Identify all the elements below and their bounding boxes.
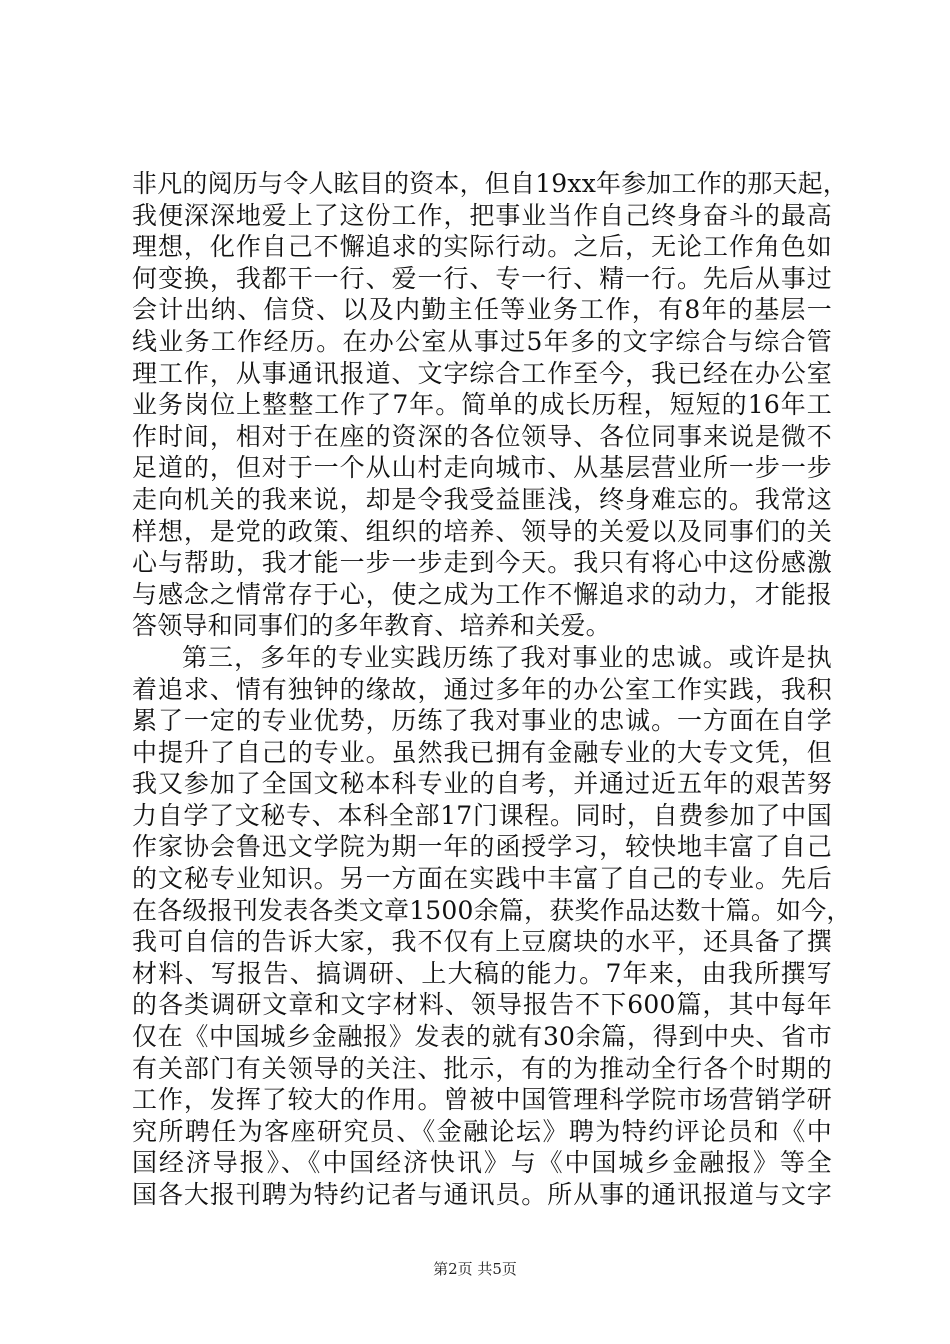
text-line: 会计出纳、信贷、以及内勤主任等业务工作，有8年的基层一 xyxy=(132,295,832,325)
text-line: 与感念之情常存于心，使之成为工作不懈追求的动力，才能报 xyxy=(132,579,832,609)
text-line: 足道的，但对于一个从山村走向城市、从基层营业所一步一步 xyxy=(132,453,832,483)
text-line: 的各类调研文章和文字材料、领导报告不下600篇，其中每年 xyxy=(132,990,832,1020)
text-line: 理工作，从事通讯报道、文字综合工作至今，我已经在办公室 xyxy=(132,358,832,388)
paragraph-start-line: 第三，多年的专业实践历练了我对事业的忠诚。或许是执 xyxy=(182,642,832,672)
text-line: 力自学了文秘专、本科全部17门课程。同时，自费参加了中国 xyxy=(132,800,832,830)
text-line: 样想，是党的政策、组织的培养、领导的关爱以及同事们的关 xyxy=(132,516,832,546)
document-body xyxy=(132,168,852,1211)
text-line: 材料、写报告、搞调研、上大稿的能力。7年来，由我所撰写 xyxy=(132,958,832,988)
text-line: 着追求、情有独钟的缘故，通过多年的办公室工作实践，我积 xyxy=(132,674,832,704)
text-line: 我便深深地爱上了这份工作，把事业当作自己终身奋斗的最高 xyxy=(132,200,832,230)
text-line: 作时间，相对于在座的资深的各位领导、各位同事来说是微不 xyxy=(132,421,832,451)
text-line: 的文秘专业知识。另一方面在实践中丰富了自己的专业。先后 xyxy=(132,864,832,894)
text-line: 仅在《中国城乡金融报》发表的就有30余篇，得到中央、省市 xyxy=(132,1022,832,1052)
text-line: 国各大报刊聘为特约记者与通讯员。所从事的通讯报道与文字 xyxy=(132,1180,832,1209)
text-line: 中提升了自己的专业。虽然我已拥有金融专业的大专文凭，但 xyxy=(132,737,832,767)
text-line: 工作，发挥了较大的作用。曾被中国管理科学院市场营销学研 xyxy=(132,1085,832,1115)
text-line: 有关部门有关领导的关注、批示，有的为推动全行各个时期的 xyxy=(132,1053,832,1083)
text-line: 我可自信的告诉大家，我不仅有上豆腐块的水平，还具备了撰 xyxy=(132,927,832,957)
text-line: 心与帮助，我才能一步一步走到今天。我只有将心中这份感激 xyxy=(132,548,832,578)
text-line: 理想，化作自己不懈追求的实际行动。之后，无论工作角色如 xyxy=(132,232,832,262)
text-line: 业务岗位上整整工作了7年。简单的成长历程，短短的16年工 xyxy=(132,390,832,420)
text-line: 作家协会鲁迅文学院为期一年的函授学习，较快地丰富了自己 xyxy=(132,832,832,862)
text-line: 线业务工作经历。在办公室从事过5年多的文字综合与综合管 xyxy=(132,326,832,356)
text-line: 我又参加了全国文秘本科专业的自考，并通过近五年的艰苦努 xyxy=(132,769,832,799)
text-line: 究所聘任为客座研究员、《金融论坛》聘为特约评论员和《中 xyxy=(132,1116,832,1146)
text-line: 国经济导报》、《中国经济快讯》与《中国城乡金融报》等全 xyxy=(132,1148,832,1178)
text-line: 在各级报刊发表各类文章1500余篇，获奖作品达数十篇。如今， xyxy=(132,895,852,925)
text-line: 走向机关的我来说，却是令我受益匪浅，终身难忘的。我常这 xyxy=(132,484,832,514)
page-number-footer: 第2页 共5页 xyxy=(433,1260,517,1278)
text-line: 何变换，我都干一行、爱一行、专一行、精一行。先后从事过 xyxy=(132,263,832,293)
paragraph-end-line: 答领导和同事们的多年教育、培养和关爱。 xyxy=(132,611,611,641)
text-line: 累了一定的专业优势，历练了我对事业的忠诚。一方面在自学 xyxy=(132,706,832,736)
text-line: 非凡的阅历与令人眩目的资本，但自19xx年参加工作的那天起， xyxy=(132,169,849,198)
